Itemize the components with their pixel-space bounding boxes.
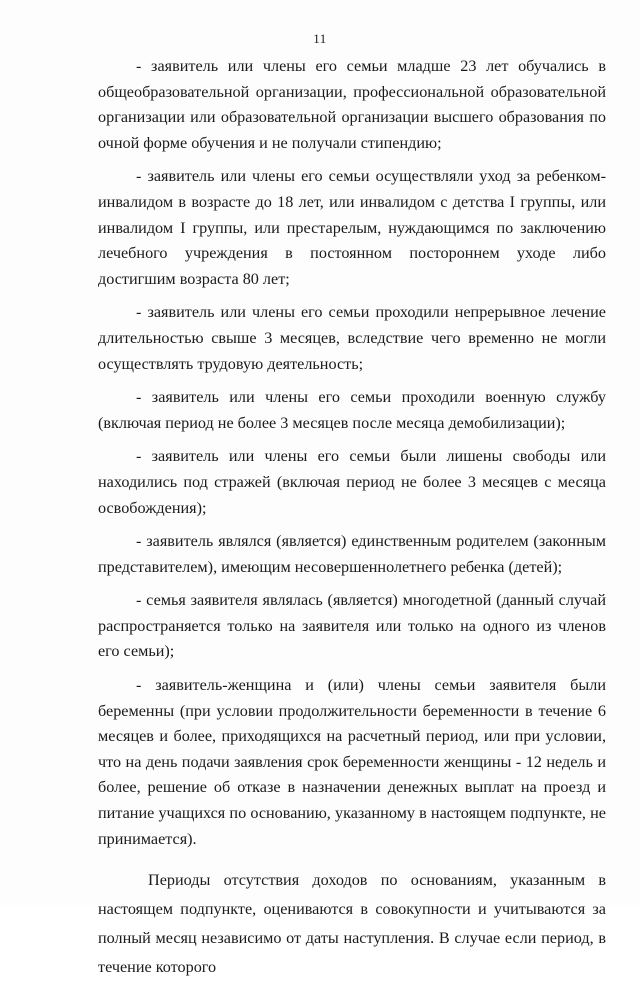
list-item-detention: - заявитель или члены его семьи были лишены свободы или находились под стражей (включая период не более 3 месяцев с месяца освобождения); [98,447,606,517]
list-item-treatment: - заявитель или члены его семьи проходили непрерывное лечение длительностью свыше 3 месяцев, вследствие чего временно не могли осуществлять трудовую деятельность; [98,303,606,373]
list-item-students: - заявитель или члены его семьи младше 23 лет обучались в общеобразовательной организации, профессиональной образовательной организации или образовательной организации высшего образования по очной форме обучения и не получали стипендию; [98,57,606,152]
page-number: 11 [313,31,327,46]
list-item-single-parent: - заявитель являлся (является) единственным родителем (законным представителем), имеющим несовершеннолетнего ребенка (детей); [98,532,606,576]
list-item-care: - заявитель или члены его семьи осуществляли уход за ребенком-инвалидом в возрасте до 18 лет, или инвалидом с детства I группы, или инвалидом I группы, или престарелым, нуждающимся по заключению лечебного учреждения в постоянном постороннем уходе либо достигшим возраста 80 лет; [98,167,606,288]
closing-paragraph: Периоды отсутствия доходов по основаниям, указанным в настоящем подпункте, оцениваются в совокупности и учитываются за полный месяц независимо от даты наступления. В случае если период, в течение которого [98,871,606,977]
list-item-pregnancy: - заявитель-женщина и (или) члены семьи заявителя были беременны (при условии продолжительности беременности в течение 6 месяцев и более, приходящихся на расчетный период, или при условии, что на день подачи заявления срок беременности женщины - 12 недель и более, решение об отказе в назначении денежных выплат на проезд и питание учащихся по основанию, указанному в настоящем подпункте, не принимается). [98,676,606,848]
list-item-military: - заявитель или члены его семьи проходили военную службу (включая период не более 3 месяцев после месяца демобилизации); [98,388,606,432]
list-item-large-family: - семья заявителя являлась (является) многодетной (данный случай распространяется только на заявителя или только на одного из членов его семьи); [98,591,606,661]
document-body [98,54,606,982]
